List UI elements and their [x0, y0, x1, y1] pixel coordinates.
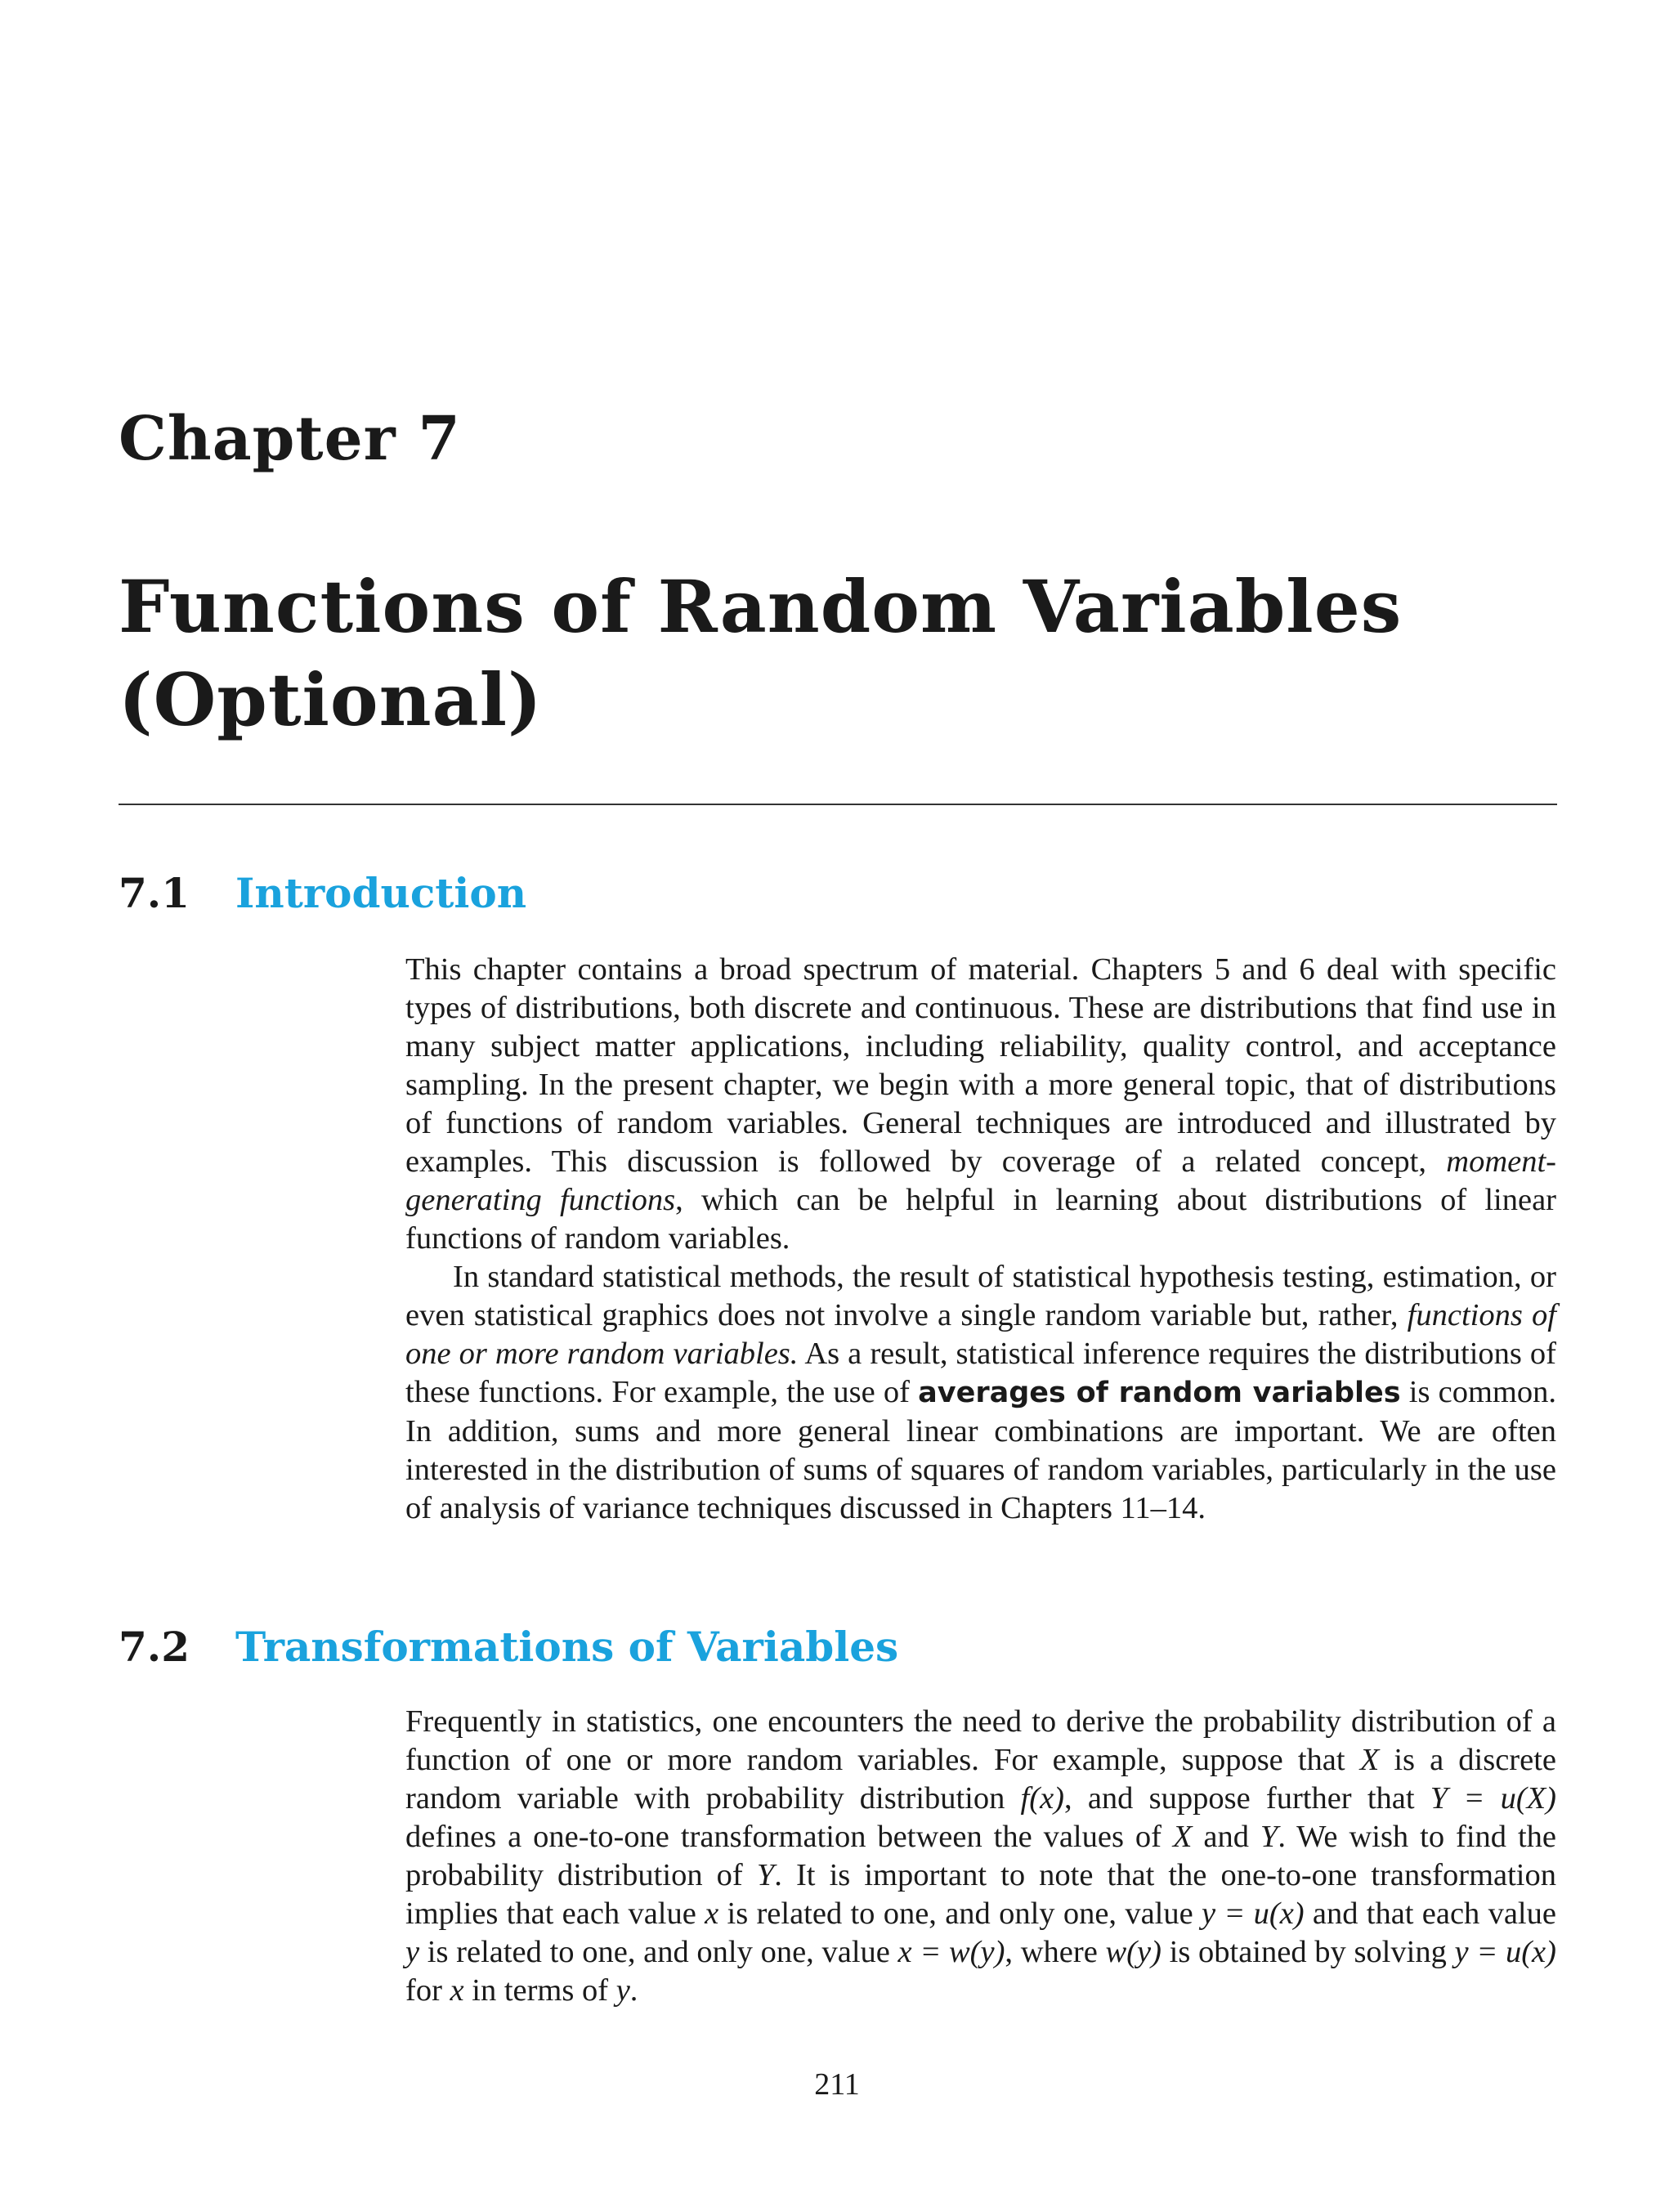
text-run: Frequently in statistics, one encounters the need to derive the probability distribution of a function of one or more random variables. For example, suppose that: [405, 1704, 1556, 1777]
text-run: , where: [1005, 1935, 1106, 1969]
page-number: 211: [814, 2067, 860, 2102]
section-number: 7.2: [119, 1623, 190, 1671]
text-run: is related to one, and only one, value: [419, 1935, 898, 1969]
text-run: , and suppose further that: [1063, 1781, 1430, 1816]
math: f(x): [1020, 1781, 1064, 1816]
section-number: 7.1: [119, 869, 190, 917]
math: X: [1172, 1820, 1193, 1854]
text-run: This chapter contains a broad spectrum of material. Chapters 5 and 6 deal with specific types of distributions, both discrete and continuous. These are distributions that find use in many subject matter applications, including reliability, quality control, and acceptance sampling. In the present chapter, we begin with a more general topic, that of distributions of functions of random variables. General techniques are introduced and illustrated by examples. This discussion is followed by coverage of a related concept,: [405, 952, 1556, 1179]
introduction-body: [405, 951, 1556, 1528]
math: y = u(x): [1454, 1935, 1556, 1969]
chapter-title-rule: [119, 804, 1557, 805]
emphasized-term: functions of one or more random variables.: [405, 1298, 1556, 1371]
text-run: is related to one, and only one, value: [718, 1896, 1202, 1931]
math: x: [705, 1896, 719, 1931]
text-run: in terms of: [463, 1973, 616, 2008]
text-run: is common. In addition, sums and more general linear combinations are important. We are often interested in the distribution of sums of squares of random variables, particularly in the use of analysis of variance techniques discussed in Chapters 11–14.: [405, 1375, 1556, 1525]
text-run: is a discrete random variable with probability distribution: [405, 1743, 1556, 1816]
math: x: [450, 1973, 464, 2008]
text-run: for: [405, 1973, 450, 2008]
section-title: Transformations of Variables: [235, 1623, 899, 1671]
math: y: [615, 1973, 630, 2008]
math: Y: [1260, 1820, 1278, 1854]
math: y: [405, 1935, 420, 1969]
bold-term: averages of random variables: [918, 1377, 1401, 1409]
text-run: . It is important to note that the one-to-one transformation implies that each value: [405, 1858, 1556, 1931]
math: Y = u(X): [1430, 1781, 1556, 1816]
math: x = w(y): [897, 1935, 1005, 1969]
emphasized-term: moment-generating functions: [405, 1144, 1556, 1217]
text-run: is obtained by solving: [1161, 1935, 1455, 1969]
text-run: , which can be helpful in learning about distributions of linear functions of random variables.: [405, 1183, 1556, 1256]
chapter-label: Chapter 7: [119, 404, 461, 474]
math: X: [1359, 1743, 1380, 1777]
text-run: .: [629, 1973, 638, 2008]
paragraph: [405, 1258, 1556, 1528]
chapter-title: [119, 560, 1557, 746]
text-run: and that each value: [1304, 1896, 1556, 1931]
text-run: . We wish to find the probability distribution of: [405, 1820, 1556, 1892]
math: w(y): [1105, 1935, 1162, 1969]
section-heading-introduction: [119, 869, 527, 917]
paragraph: [405, 1703, 1556, 2010]
math: Y: [756, 1858, 775, 1892]
section-heading-transformations: [119, 1623, 899, 1671]
text-run: and: [1192, 1820, 1260, 1854]
paragraph: [405, 951, 1556, 1258]
chapter-title-line1: Functions of Random Variables: [119, 564, 1403, 649]
section-title: Introduction: [235, 869, 527, 917]
text-run: defines a one-to-one transformation between the values of: [405, 1820, 1173, 1854]
chapter-title-line2: (Optional): [119, 657, 543, 742]
text-run: As a result, statistical inference requires the distributions of these functions. For example, the use of: [405, 1337, 1556, 1409]
math: y = u(x): [1201, 1896, 1305, 1931]
transformations-body: [405, 1703, 1556, 2010]
text-run: In standard statistical methods, the result of statistical hypothesis testing, estimation, or even statistical graphics does not involve a single random variable but, rather,: [405, 1260, 1556, 1332]
